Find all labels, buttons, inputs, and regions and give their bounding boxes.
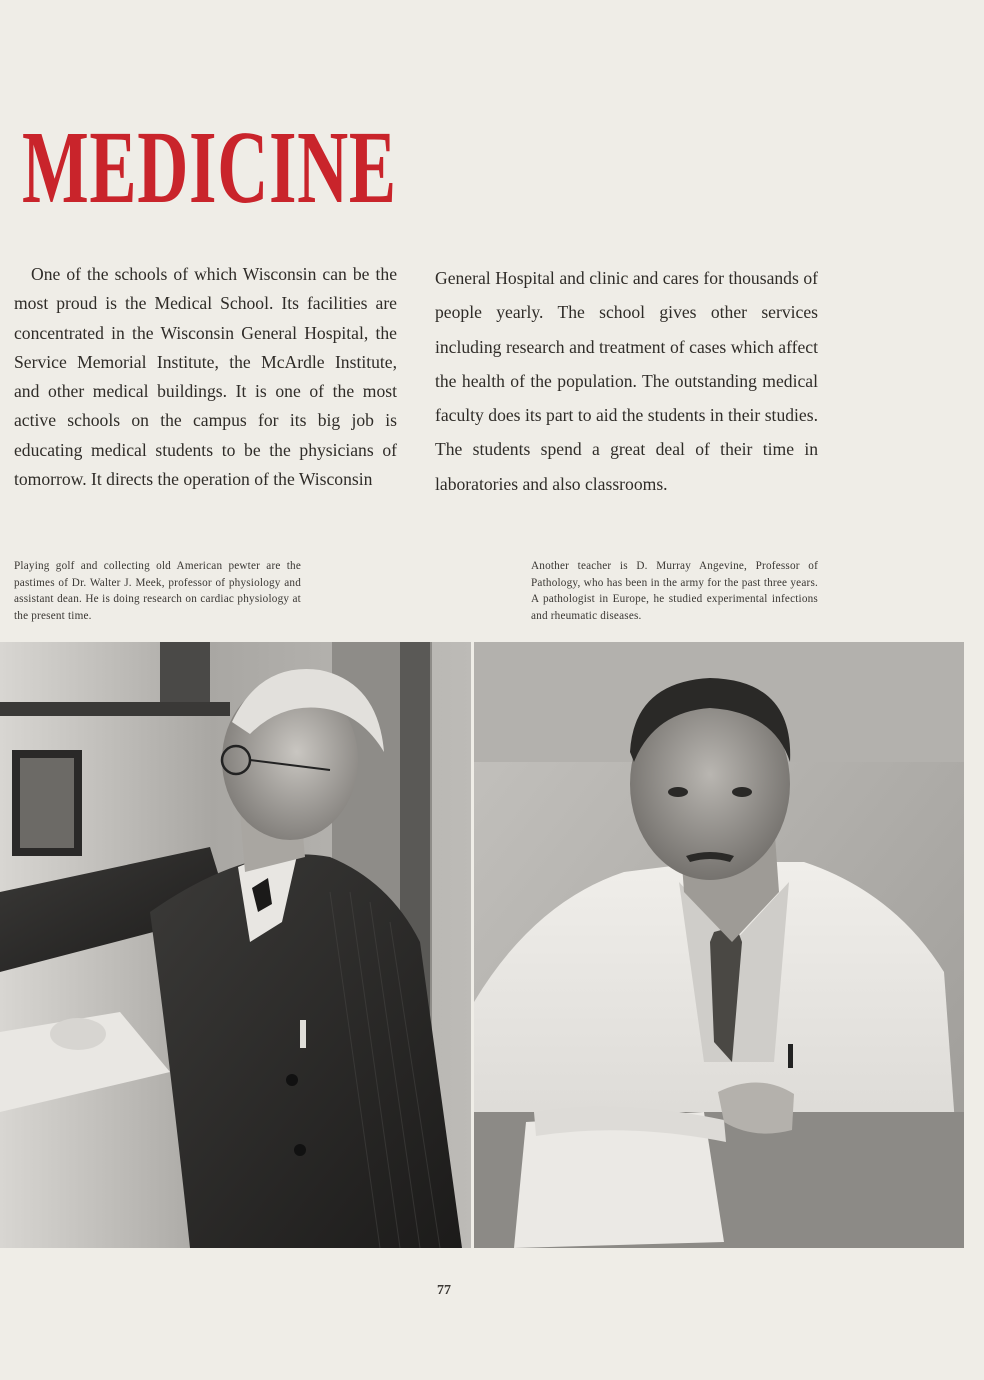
photo-walter-meek — [0, 642, 471, 1248]
body-text-right-column: General Hospital and clinic and cares for thousands of people yearly. The school gives other services including research and treatment of cases which affect the health of the population. The outstanding medical faculty does its part to aid the students in their studies. The students spend a great deal of their time in laboratories and also classrooms. — [435, 268, 818, 494]
photo-murray-angevine — [474, 642, 964, 1248]
page-number: 77 — [437, 1283, 451, 1298]
body-text-left-column: One of the schools of which Wisconsin can be the most proud is the Medical School. Its facilities are concentrated in the Wisconsin General Hospital, the Service Memorial Institute, the McArdle Institute, and other medical buildings. It is one of the most active schools on the campus for its big job is educating medical students to be the physicians of tomorrow. It directs the operation of the Wisconsin — [14, 264, 397, 490]
caption-right: Another teacher is D. Murray Angevine, Professor of Pathology, who has been in the army for the past three years. A pathologist in Europe, he studied experimental infections and rheumatic diseases. — [531, 560, 818, 622]
page-title: MEDICINE — [22, 110, 397, 225]
caption-left: Playing golf and collecting old American pewter are the pastimes of Dr. Walter J. Meek, professor of physiology and assistant dean. He is doing research on cardiac physiology at the present time. — [14, 560, 301, 622]
